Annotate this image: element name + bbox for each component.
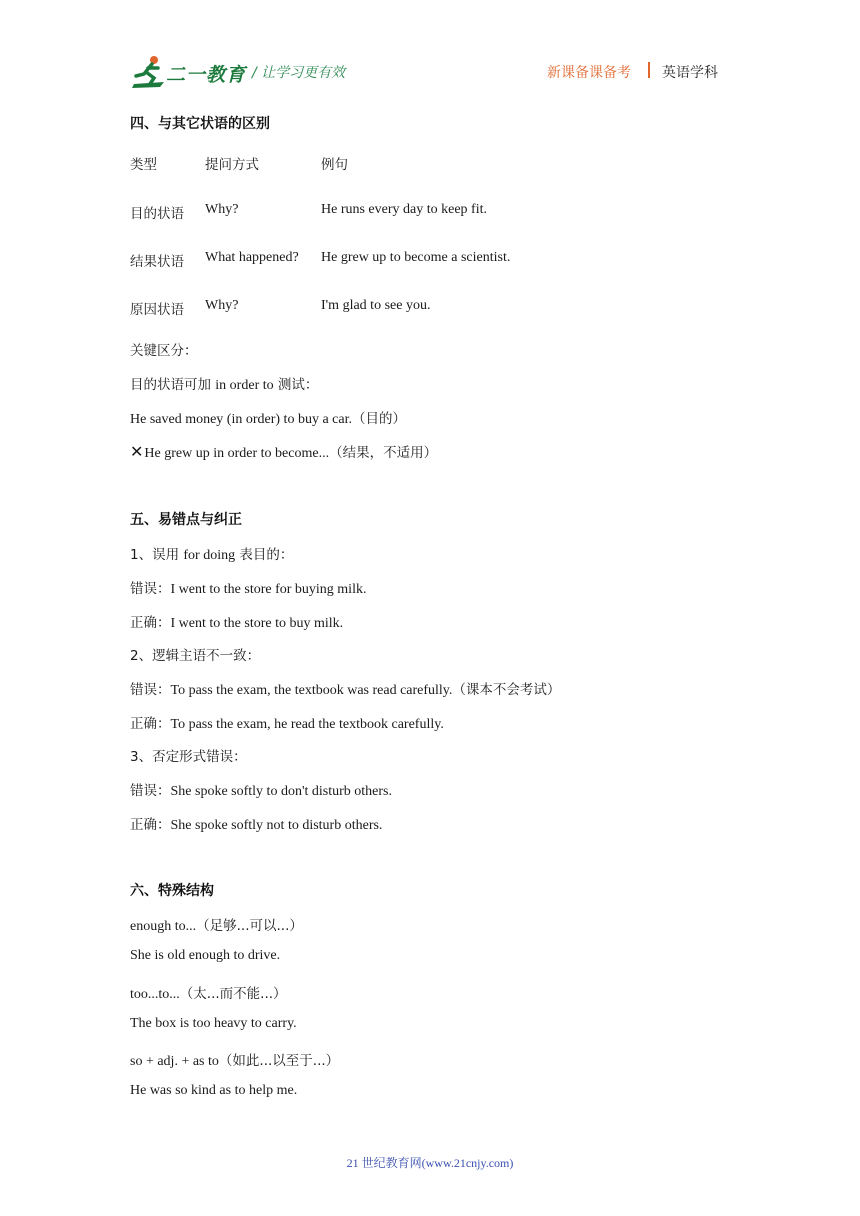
- right-text: She spoke softly not to disturb others.: [170, 818, 383, 833]
- structure-cn: （如此...以至于...）: [218, 1053, 340, 1069]
- title-suffix: 表目的：: [235, 547, 294, 563]
- structure-en: enough to...: [130, 919, 197, 934]
- table-cell-example: He runs every day to keep fit.: [321, 202, 487, 217]
- right-label: 正确：: [130, 615, 171, 631]
- footer-link[interactable]: 21 世纪教育网(www.21cnjy.com): [346, 1156, 514, 1170]
- table-header-question: 提问方式: [205, 157, 259, 173]
- example-wrong-line: [130, 441, 437, 462]
- error-item-title: [130, 543, 293, 564]
- structure-line: [130, 1049, 339, 1070]
- table-cell-type: 结果状语: [130, 254, 184, 270]
- structure-en: too...to...: [130, 987, 180, 1002]
- table-header-example: 例句: [321, 157, 348, 173]
- structure-example: He was so kind as to help me.: [130, 1083, 298, 1098]
- example-correct-line: [130, 407, 406, 428]
- structure-example: The box is too heavy to carry.: [130, 1016, 297, 1031]
- right-example: [130, 712, 444, 733]
- test-line: [130, 373, 318, 394]
- right-text: To pass the exam, he read the textbook carefully.: [170, 717, 444, 732]
- title-en: for doing: [183, 548, 236, 563]
- runner-logo-icon: [130, 54, 170, 90]
- structure-line: [130, 982, 287, 1003]
- section-heading: 六、特殊结构: [130, 883, 214, 899]
- test-en: in order to: [215, 378, 274, 393]
- structure-cn: （足够...可以...）: [196, 918, 303, 934]
- wrong-text: To pass the exam, the textbook was read carefully.: [170, 683, 453, 698]
- title-prefix: 2、逻辑主语不一致：: [130, 648, 261, 664]
- header-divider: [648, 62, 650, 78]
- wrong-note: （课本不会考试）: [452, 682, 561, 698]
- structure-line: [130, 914, 303, 935]
- table-cell-question: Why?: [205, 202, 239, 217]
- example-wrong: He grew up in order to become...: [144, 446, 330, 461]
- right-label: 正确：: [130, 716, 171, 732]
- example-correct-note: （目的）: [351, 411, 406, 427]
- wrong-text: I went to the store for buying milk.: [170, 582, 367, 597]
- test-suffix: 测试：: [273, 377, 319, 393]
- right-example: [130, 611, 343, 632]
- section-heading: 四、与其它状语的区别: [130, 116, 270, 132]
- right-label: 正确：: [130, 817, 171, 833]
- logo-text: 二一教育: [166, 64, 247, 86]
- wrong-label: 错误：: [130, 581, 171, 597]
- wrong-example: [130, 678, 560, 699]
- structure-cn: （太...而不能...）: [179, 986, 287, 1002]
- table-cell-example: He grew up to become a scientist.: [321, 250, 511, 265]
- test-prefix: 目的状语可加: [130, 377, 216, 393]
- structure-example: She is old enough to drive.: [130, 948, 281, 963]
- wrong-label: 错误：: [130, 783, 171, 799]
- example-wrong-note: （结果，不适用）: [329, 445, 438, 461]
- section-heading: 五、易错点与纠正: [130, 512, 242, 528]
- structure-en: so + adj. + as to: [130, 1054, 219, 1069]
- slogan: / 让学习更有效: [252, 65, 346, 81]
- right-text: I went to the store to buy milk.: [170, 616, 344, 631]
- table-header-type: 类型: [130, 157, 157, 173]
- table-cell-example: I'm glad to see you.: [321, 298, 431, 313]
- header-label: 新课备课备考: [547, 65, 631, 81]
- table-cell-question: What happened?: [205, 250, 299, 265]
- wrong-example: [130, 779, 392, 800]
- wrong-label: 错误：: [130, 682, 171, 698]
- title-prefix: 3、否定形式错误：: [130, 749, 247, 765]
- table-cell-type: 原因状语: [130, 302, 184, 318]
- key-distinction-label: 关键区分：: [130, 343, 198, 359]
- wrong-example: [130, 577, 366, 598]
- header-subject: 英语学科: [662, 65, 718, 81]
- table-cell-type: 目的状语: [130, 206, 184, 222]
- title-prefix: 1、误用: [130, 547, 184, 563]
- right-example: [130, 813, 382, 834]
- error-item-title: [130, 745, 247, 766]
- wrong-x-icon: ✕: [130, 442, 144, 461]
- wrong-text: She spoke softly to don't disturb others.: [170, 784, 392, 799]
- example-correct: He saved money (in order) to buy a car.: [130, 412, 352, 427]
- table-cell-question: Why?: [205, 298, 239, 313]
- error-item-title: [130, 644, 260, 665]
